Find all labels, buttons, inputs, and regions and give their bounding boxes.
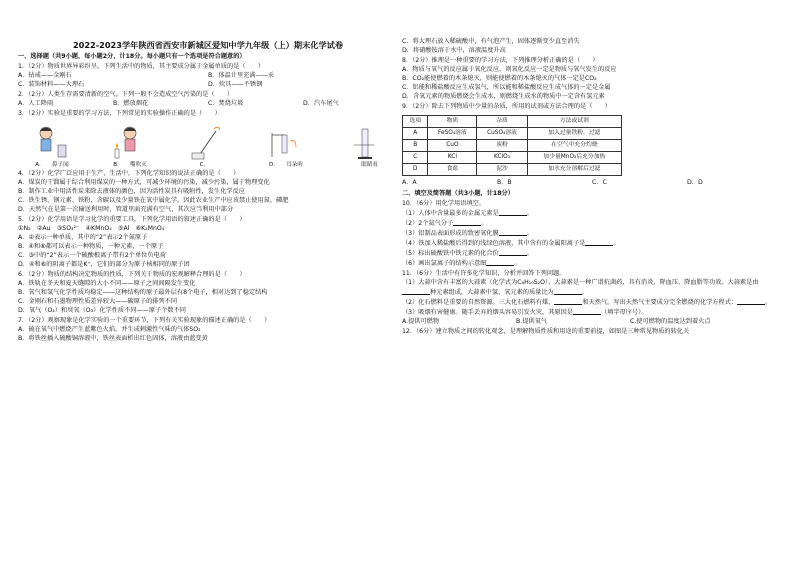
figure-caption: 眼睛看: [350, 161, 378, 168]
question-stem: 12．（6分）建立物质之间的转化观念，是理解物质性质和用途的重要前提，如图是三种常见物质的转化关: [402, 327, 690, 335]
option: D．将硝酸铵溶于水中，溶液温度升高: [402, 46, 506, 54]
question-2: [18, 91, 398, 109]
option: C．金刚石和石墨物理性质差异较大——碳原子的排列不同: [18, 297, 178, 305]
option: A．A: [402, 178, 417, 186]
option: B．燃放烟花: [113, 99, 149, 107]
answer-blank[interactable]: [499, 229, 527, 236]
answer-blank[interactable]: [453, 219, 481, 226]
option: A.提供可燃物: [402, 317, 440, 325]
question-stem: 5．（2分）化学用语是学习化学的重要工具。下列化学用语的叙述正确的是（ ）: [18, 215, 246, 223]
answer-blank[interactable]: [499, 249, 527, 256]
section-2-heading: 二、填空及简答题（共3小题，计18分）: [402, 189, 514, 197]
question-12: [402, 328, 782, 337]
question-10: 10．（6分）用化学用语填空。 （1）人体中含量最多的金属元素是 。 （2）2个氦气分子 。 （3）铝制品表面形成的致密氧化膜 。 （4）铁加入稀盐酸后得到的浅绿色溶液，其中含有的金属阳离子是 。 （5）标出硫酸铁中铁元素的化合价 。 （6）画出氯离子的结构示意图 。: [402, 200, 782, 269]
formula-list: ①N₂ ②Au ③SO₄²⁻ ④KMnO₄ ⑤Al ⑥K₂MnO₄: [18, 224, 165, 232]
option: C．焚烧垃圾: [208, 99, 244, 107]
figure-caption: C.: [199, 161, 217, 168]
option: B．④和⑥都可以表示一种物质，一种元素，一个原子: [18, 242, 164, 250]
figure-blow: [110, 125, 150, 169]
option: B．氧气和氢气化学性质均稳定——这种结构的原子最外层有8个电子，相对达到了稳定结构: [18, 288, 268, 296]
answer-blank[interactable]: [554, 298, 582, 305]
option: D．氧气（O₂）和臭氧（O₃）化学性质不同——原子个数不同: [18, 306, 186, 314]
option: D．天然气在是第一次输送利用时，管道里面充满有空气，其次应当利用中部分: [18, 205, 234, 213]
answer-blank[interactable]: [486, 259, 514, 266]
option: D．D: [687, 178, 703, 186]
option: C．③中的“2”表示一个硫酸根离子带有2个单位负电荷: [18, 251, 166, 259]
figure-caption: D. 耳朵听: [268, 161, 304, 168]
question-stem: 8．（2分）推理是一种重要的学习方法，下列推理分析正确的是（ ）: [402, 56, 599, 64]
section-1-heading: 一、选择题（共9小题，每小题2分，计18分。每小题只有一个选项是符合题意的）: [18, 53, 246, 60]
question-1: [18, 63, 398, 90]
question-stem: 11．（6分）生活中有许多化学知识，分析并回答下列问题。: [402, 269, 566, 277]
option: C．铁生锈、钢元素、铁粉，含碳以及少量铁在氧中属化学，因此农业生产中应该禁止使用氮、磷肥: [18, 196, 289, 204]
answer-blank[interactable]: [499, 209, 527, 216]
option: C．C: [592, 178, 607, 186]
figure-look: [344, 125, 384, 169]
question-stem: 1．（2分）物质世界异彩纷呈。下列生活中的物质，其主要成分属于金属单质的是（ ）: [18, 62, 265, 70]
table-row: C KCl KClO₃ 加少量MnO₂后充分加热: [403, 151, 622, 163]
question-7: [18, 317, 398, 344]
question-stem: 10．（6分）用化学用语填空。: [402, 199, 485, 207]
answer-blank[interactable]: [737, 298, 765, 305]
right-column: [402, 38, 782, 337]
figure-smell: [32, 125, 72, 169]
girl-smelling-icon: [32, 125, 72, 161]
option: A．煤炭的干馏属于综合利用煤炭的一种方式，可减少环境的污染，减少污染，属于物理变化: [18, 178, 270, 186]
option: A．铁轨在冬天和夏天缝隙的大小不同——原子之间间隔发生变化: [18, 279, 196, 287]
option: C．铝能和稀盐酸反应生成氢气，所以能和稀盐酸反应生成气体的一定是金属: [402, 83, 611, 91]
question-4: [18, 170, 398, 215]
left-column: [18, 38, 398, 344]
question-stem: 7．（2分）观察现象是化学实验的一个重要环节，下列有关实验现象的描述正确的是（ ）: [18, 316, 271, 324]
option: A．硫在氧气中燃烧产生蓝紫色火焰，并生成刺激性气味的气体SO₂: [18, 325, 201, 333]
option: C.使可燃物的温度达到着火点: [630, 317, 711, 325]
exam-title: 2022-2023学年陕西省西安市新城区爱知中学九年级（上）期末化学试卷: [72, 40, 344, 50]
option: B．将铁丝插入硫酸铜溶液中，铁丝表面析出红色固体，溶液由蓝变黄: [18, 334, 208, 342]
table-row: D 食盐 泥沙 加水充分溶解后过滤: [403, 163, 622, 175]
option: B.提供氧气: [516, 317, 547, 325]
option: D．④和⑥的阴离子都是K⁺，它们的部分为原子核相同的原子团: [18, 260, 190, 268]
option: A．钻戒——金刚石: [18, 71, 72, 79]
option: B．CO₂能使燃着的木条熄灭，则能使燃着的木条熄灭的气体一定是CO₂: [402, 74, 597, 82]
question-6: [18, 271, 398, 316]
question-9: [402, 103, 782, 188]
table-row: B CuO 炭粉 在空气中充分灼烧: [403, 139, 622, 151]
figure-gas: [188, 125, 228, 169]
question-stem: 6．（2分）物质的结构决定物质的性质，下列关于物质的宏观解释合理的是（ ）: [18, 270, 246, 278]
answer-blank[interactable]: [585, 239, 613, 246]
question-stem: 9．（2分）除去下列物质中少量的杂质，所用的试剂或方法合理的是（ ）: [402, 102, 611, 110]
option: D．汽车尾气: [303, 99, 339, 107]
table-row: A FeSO₄溶液 CuSO₄溶液 加入过量铁粉，过滤: [403, 127, 622, 139]
impurity-table: [402, 115, 622, 176]
table-row: 选项 物质 杂质 方法或试剂: [403, 115, 622, 127]
question-5: [18, 216, 398, 270]
figure-caption: A. 鼻子闻: [35, 161, 69, 168]
answer-blank[interactable]: [573, 308, 601, 315]
answer-blank[interactable]: [402, 288, 430, 295]
question-11: 11．（6分）生活中有许多化学知识，分析并回答下列问题。 （1）大蒜中含有丰富的大蒜素（化学式为C₆H₁₀S₂O），大蒜素是一种广谱抗菌药，具有消炎、降血压、降血脂等功效。大蒜素是由种元素组成，大蒜素中氢、氧元素的质量比为 。 （2）化石燃料是重要的自然资源。三大化石燃料有煤、 和天然气。写出天然气主要成分完全燃烧的化学方程式： 。 （3）吸烟有害健康。随手丢弃的烟头容易引发火灾，其原因是 （填字母序号）。 A.提供可燃物 B.提供氧气 C.使可燃物的温度达到着火点: [402, 270, 782, 327]
girl-blowing-icon: [110, 125, 150, 161]
option: A．人工降雨: [18, 99, 54, 107]
figure-listen: [266, 125, 306, 169]
figure-caption: B. 嘴吹灭: [113, 161, 147, 168]
question-stem: 2．（2分）人类生存需要清新的空气。下列一般不会造成空气污染的是（ ）: [18, 90, 234, 98]
ear-listen-icon: [266, 125, 306, 161]
option: B．制作工业中用活性炭来除去液体的颜色，因为活性炭具有吸附性，发生化学反应: [18, 187, 245, 195]
option: B．B: [497, 178, 512, 186]
option: D．炊具——不锈钢: [208, 80, 263, 88]
answer-blank[interactable]: [554, 288, 582, 295]
option: A．物质与氧气的反应属于氧化反应，则氧化反应一定是物质与氧气发生的反应: [402, 65, 617, 73]
test-tube-icon: [188, 125, 228, 161]
option: B．体温计里充满——汞: [208, 71, 275, 79]
option: D．含氧元素的物质燃烧会生成水，则燃烧生成水的物质中一定含有氢元素: [402, 92, 605, 100]
question-stem: 4．（2分）化学广泛应用于生产、生活中，下列化学知识的说法正确的是（ ）: [18, 169, 240, 177]
option: C．将大理石放入稀硫酸中，有气泡产生，固体逐渐变少直至消失: [402, 38, 580, 45]
experiment-figures: [18, 121, 398, 169]
option: A．②表示一种单质，其中的“2”表示2个氮原子: [18, 233, 148, 241]
question-8: [402, 57, 782, 102]
question-stem: 3．（2分）实验是重要的学习方法，下列常见的实验操作正确的是（ ）: [18, 109, 221, 117]
question-3: [18, 110, 398, 169]
graduated-cylinder-icon: [344, 125, 384, 161]
option: C．装饰材料——大理石: [18, 80, 85, 88]
